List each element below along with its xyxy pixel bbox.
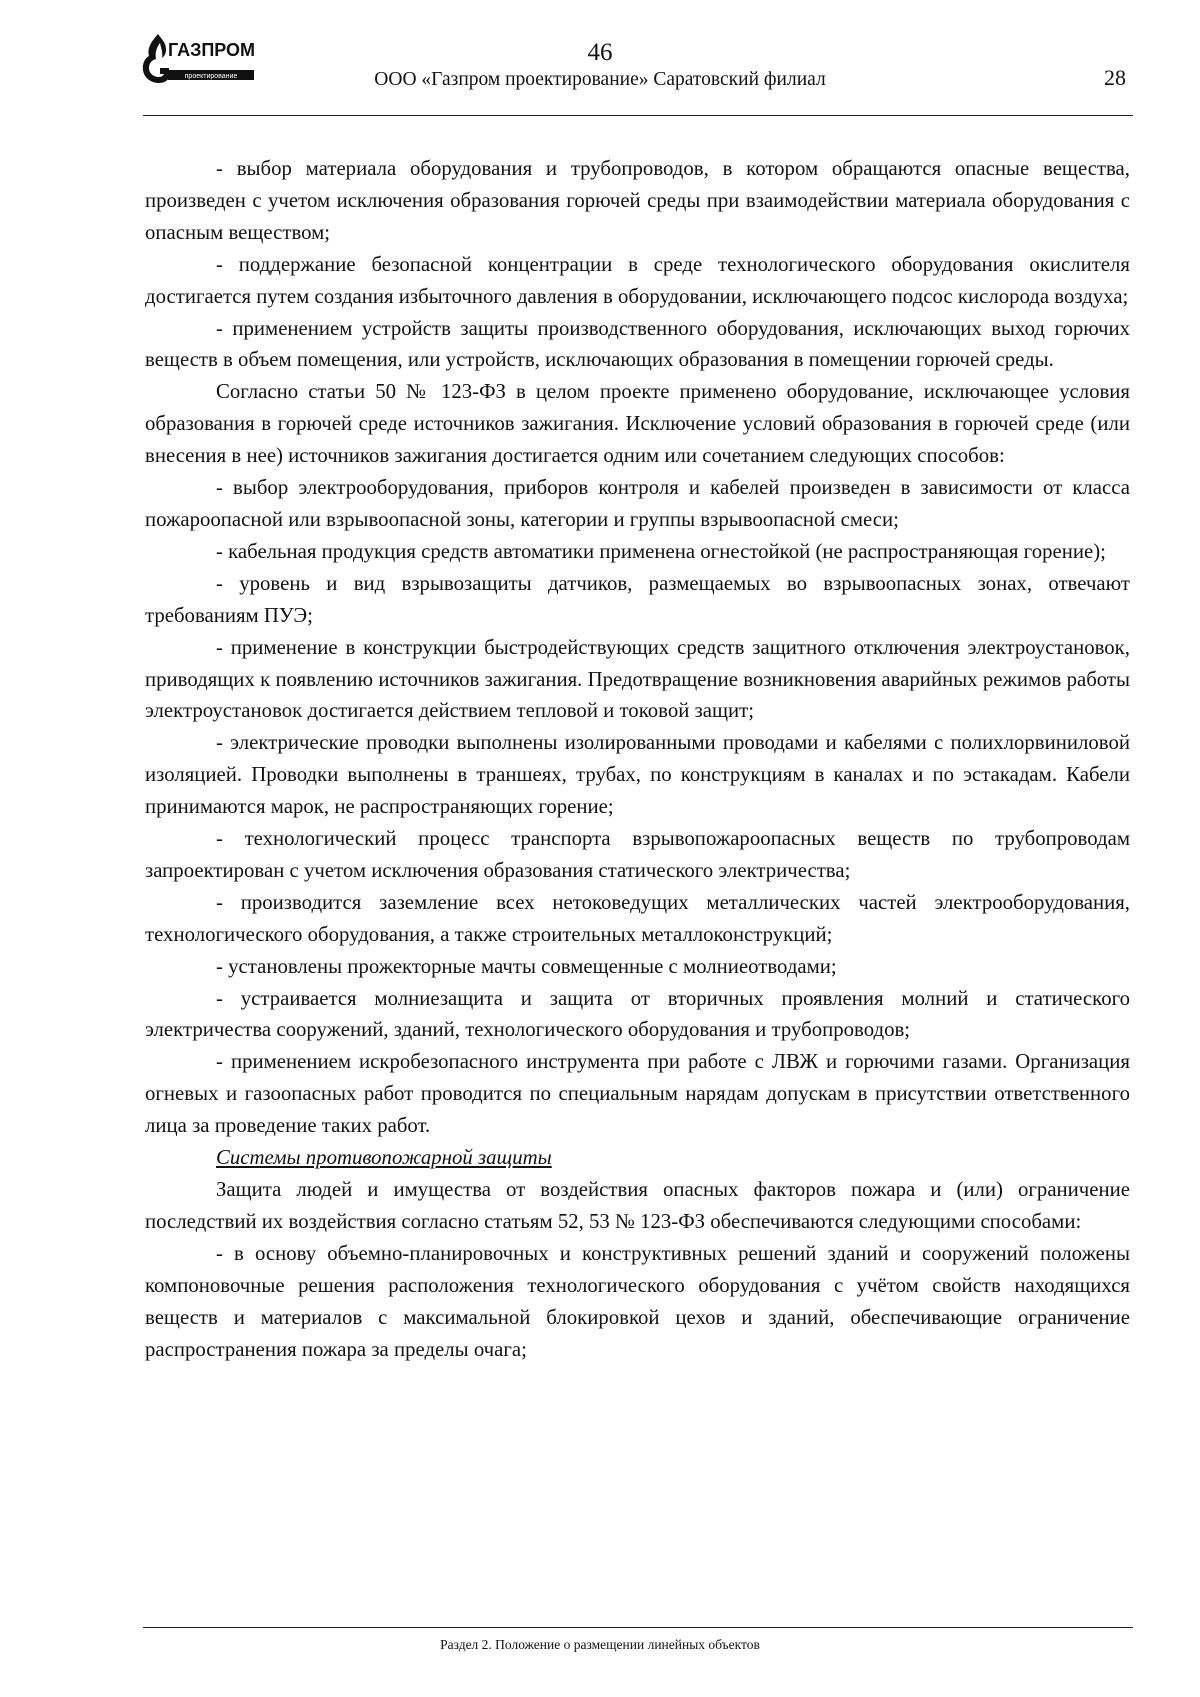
- paragraph: - технологический процесс транспорта взрывопожароопасных веществ по трубопроводам запроектирован с учетом исключения образования статического электричества;: [145, 827, 1130, 882]
- paragraph: - выбор электрооборудования, приборов контроля и кабелей произведен в зависимости от класса пожароопасной или взрывоопасной зоны, категории и группы взрывоопасной смеси;: [145, 476, 1130, 531]
- page-number-top: 46: [587, 39, 613, 66]
- paragraph: - поддержание безопасной концентрации в среде технологического оборудования окислителя достигается путем создания избыточного давления в оборудовании, исключающего подсос кислорода воздуха;: [145, 252, 1130, 308]
- section-heading: Системы противопожарной защиты: [216, 1146, 552, 1170]
- header-divider: [143, 115, 1133, 116]
- footer-divider: [143, 1627, 1133, 1628]
- sheet-number: 28: [1104, 65, 1126, 90]
- paragraph: - применением искробезопасного инструмента при работе с ЛВЖ и горючими газами. Организация огневых и газоопасных работ проводится по специальным нарядам допускам в присутствии ответственного лица за проведение таких работ.: [145, 1050, 1130, 1138]
- logo-wordmark: ГАЗПРОМ: [168, 40, 256, 60]
- paragraph: - в основу объемно-планировочных и конструктивных решений зданий и сооружений положены компоновочные решения расположения технологического оборудования с учётом свойств находящихся веществ и материалов с максимальной блокировкой цехов и зданий, обеспечивающие ограничение распространения пожара за пределы очага;: [145, 1241, 1130, 1361]
- paragraph: - уровень и вид взрывозащиты датчиков, размещаемых во взрывоопасных зонах, отвечают требованиям ПУЭ;: [145, 571, 1130, 627]
- paragraph: - устраивается молниезащита и защита от вторичных проявления молний и статического электричества сооружений, зданий, технологического оборудования и трубопроводов;: [145, 986, 1130, 1042]
- paragraph: - производится заземление всех нетоковедущих металлических частей электрооборудования, технологического оборудования, а также строительных металлоконструкций;: [145, 890, 1130, 946]
- paragraph: - выбор материала оборудования и трубопроводов, в котором обращаются опасные вещества, произведен с учетом исключения образования горючей среды при взаимодействии материала оборудования с опасным веществом;: [145, 157, 1130, 244]
- organization-name: ООО «Газпром проектирование» Саратовский филиал: [374, 69, 826, 90]
- paragraph: - электрические проводки выполнены изолированными проводами и кабелями с полихлорвиниловой изоляцией. Проводки выполнены в траншеях, трубах, по конструкциям в каналах и по эстакадам. Кабели принимаются марок, не распространяющих горение;: [145, 731, 1130, 819]
- paragraph: - применением устройств защиты производственного оборудования, исключающих выход горючих веществ в объем помещения, или устройств, исключающих образования в помещении горючей среды.: [145, 316, 1130, 372]
- footer-text: Раздел 2. Положение о размещении линейных объектов: [440, 1637, 760, 1652]
- paragraph: - применение в конструкции быстродействующих средств защитного отключения электроустановок, приводящих к появлению источников зажигания. Предотвращение возникновения аварийных режимов работы электроустановок достигается действием тепловой и токовой защит;: [145, 635, 1130, 723]
- logo-subtext: проектирование: [184, 73, 238, 80]
- document-body: [145, 153, 1130, 1365]
- paragraph: Защита людей и имущества от воздействия опасных факторов пожара и (или) ограничение последствий их воздействия согласно статьям 52, 53 № 123-ФЗ обеспечиваются следующими способами:: [145, 1178, 1130, 1233]
- paragraph: Согласно статьи 50 № 123-ФЗ в целом проекте применено оборудование, исключающее условия образования в горючей среде источников зажигания. Исключение условий образования в горючей среде (или внесения в нее) источников зажигания достигается одним или сочетанием следующих способов:: [145, 380, 1130, 468]
- paragraph: - установлены прожекторные мачты совмещенные с молниеотводами;: [216, 954, 837, 978]
- paragraph: - кабельная продукция средств автоматики применена огнестойкой (не распространяющая горение);: [216, 539, 1106, 563]
